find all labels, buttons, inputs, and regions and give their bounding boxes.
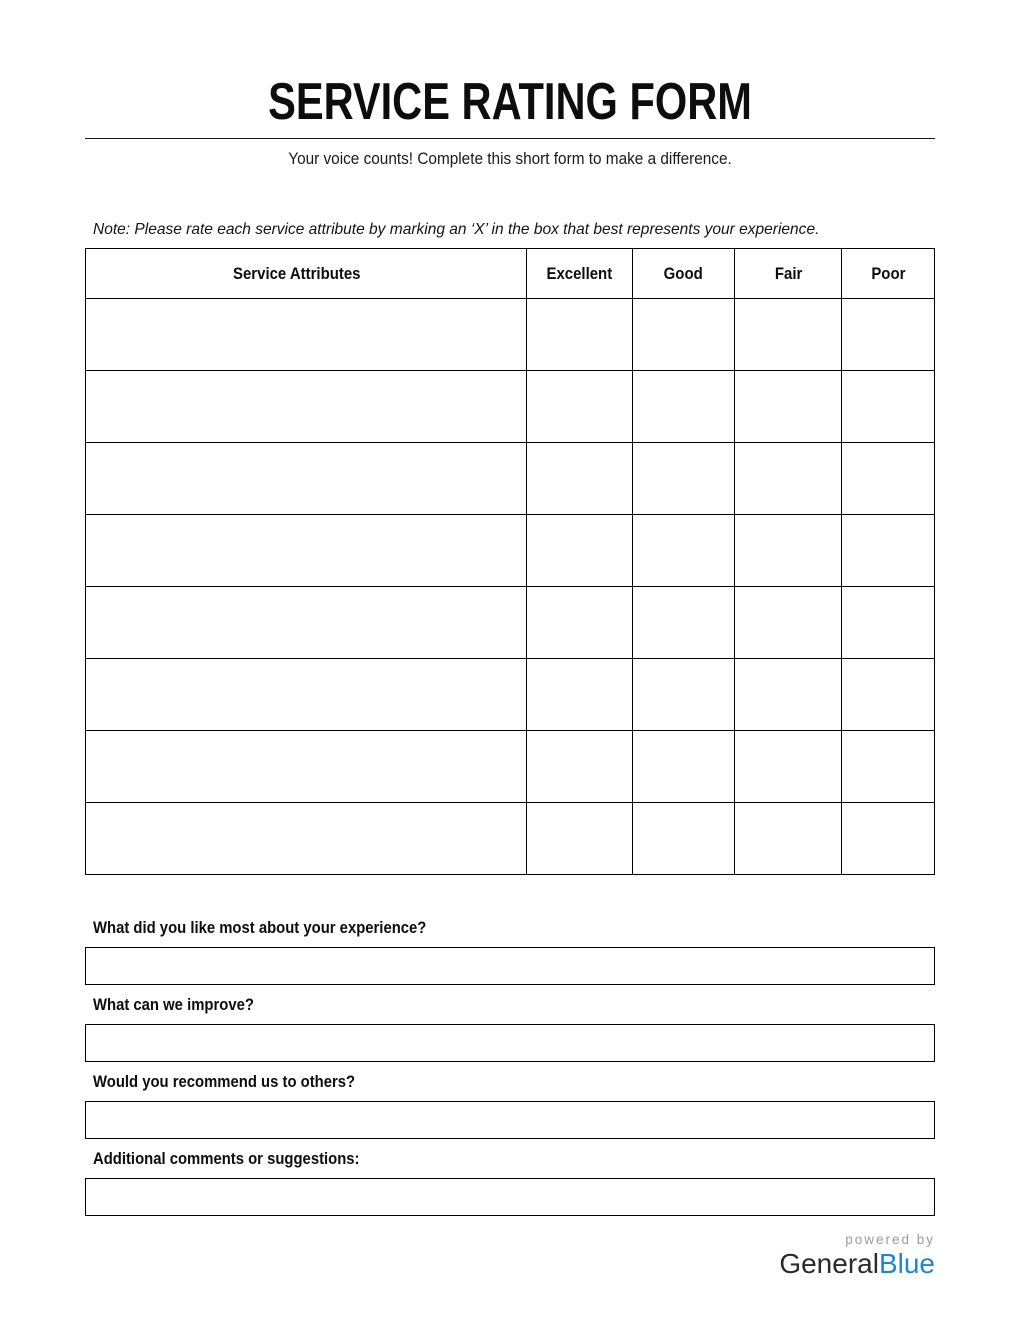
question-block [85,996,935,1062]
rating-cell-good[interactable] [632,803,735,875]
table-row [86,803,935,875]
rating-cell-good[interactable] [632,443,735,515]
answer-input-comments[interactable] [85,1178,935,1216]
rating-cell-poor[interactable] [842,659,935,731]
rating-cell-excellent[interactable] [526,587,632,659]
powered-by-text: powered by [845,1232,935,1247]
column-header-good [632,249,735,299]
rating-cell-poor[interactable] [842,371,935,443]
rating-cell-good[interactable] [632,659,735,731]
column-header-label: Service Attributes [233,263,361,283]
attribute-cell[interactable] [86,443,527,515]
rating-cell-fair[interactable] [735,443,842,515]
rating-cell-excellent[interactable] [526,299,632,371]
rating-cell-poor[interactable] [842,299,935,371]
table-row [86,299,935,371]
subtitle: Your voice counts! Complete this short form to make a difference. [288,150,732,168]
question-label-improve: What can we improve? [93,996,254,1014]
question-label-comments: Additional comments or suggestions: [93,1150,360,1168]
attribute-cell[interactable] [86,803,527,875]
table-row [86,731,935,803]
rating-cell-fair[interactable] [735,515,842,587]
attribute-cell[interactable] [86,515,527,587]
answer-input-recommend[interactable] [85,1101,935,1139]
attribute-cell[interactable] [86,371,527,443]
title-divider [85,138,935,139]
column-header-label: Good [664,263,704,283]
rating-cell-poor[interactable] [842,443,935,515]
rating-cell-good[interactable] [632,587,735,659]
rating-cell-excellent[interactable] [526,371,632,443]
question-block [85,1073,935,1139]
attribute-cell[interactable] [86,299,527,371]
attribute-cell[interactable] [86,587,527,659]
footer [85,1232,935,1280]
rating-cell-excellent[interactable] [526,803,632,875]
rating-cell-poor[interactable] [842,731,935,803]
table-row [86,443,935,515]
rating-cell-fair[interactable] [735,803,842,875]
rating-cell-good[interactable] [632,299,735,371]
table-row [86,587,935,659]
rating-cell-poor[interactable] [842,515,935,587]
column-header-label: Excellent [546,263,613,283]
rating-cell-excellent[interactable] [526,515,632,587]
answer-input-improve[interactable] [85,1024,935,1062]
rating-cell-fair[interactable] [735,371,842,443]
rating-cell-good[interactable] [632,371,735,443]
rating-cell-excellent[interactable] [526,659,632,731]
attribute-cell[interactable] [86,659,527,731]
rating-table-body [86,299,935,875]
table-row [86,515,935,587]
column-header-fair [735,249,842,299]
answer-input-like-most[interactable] [85,947,935,985]
column-header-label: Poor [871,263,906,283]
table-row [86,371,935,443]
rating-table-header [86,249,935,299]
question-label-recommend: Would you recommend us to others? [93,1073,356,1091]
column-header-poor [842,249,935,299]
attribute-cell[interactable] [86,731,527,803]
question-block [85,1150,935,1216]
page-title: SERVICE RATING FORM [268,73,752,131]
rating-table [85,248,935,875]
rating-cell-good[interactable] [632,731,735,803]
rating-cell-fair[interactable] [735,587,842,659]
question-block [85,919,935,985]
column-header-label: Fair [774,263,803,283]
brand-general-text: General [779,1248,879,1279]
rating-cell-poor[interactable] [842,587,935,659]
questions-section [85,919,935,1216]
column-header-excellent [526,249,632,299]
rating-cell-good[interactable] [632,515,735,587]
rating-cell-excellent[interactable] [526,443,632,515]
rating-cell-fair[interactable] [735,299,842,371]
instruction-note: Note: Please rate each service attribute by marking an ‘X’ in the box that best represents your experience. [93,221,820,238]
generalblue-logo [85,1249,935,1280]
column-header-service-attributes [86,249,527,299]
question-label-like-most: What did you like most about your experience? [93,919,427,937]
table-row [86,659,935,731]
rating-cell-fair[interactable] [735,731,842,803]
header-row [86,249,935,299]
rating-cell-poor[interactable] [842,803,935,875]
rating-cell-excellent[interactable] [526,731,632,803]
brand-blue-text: Blue [878,1248,935,1279]
rating-cell-fair[interactable] [735,659,842,731]
